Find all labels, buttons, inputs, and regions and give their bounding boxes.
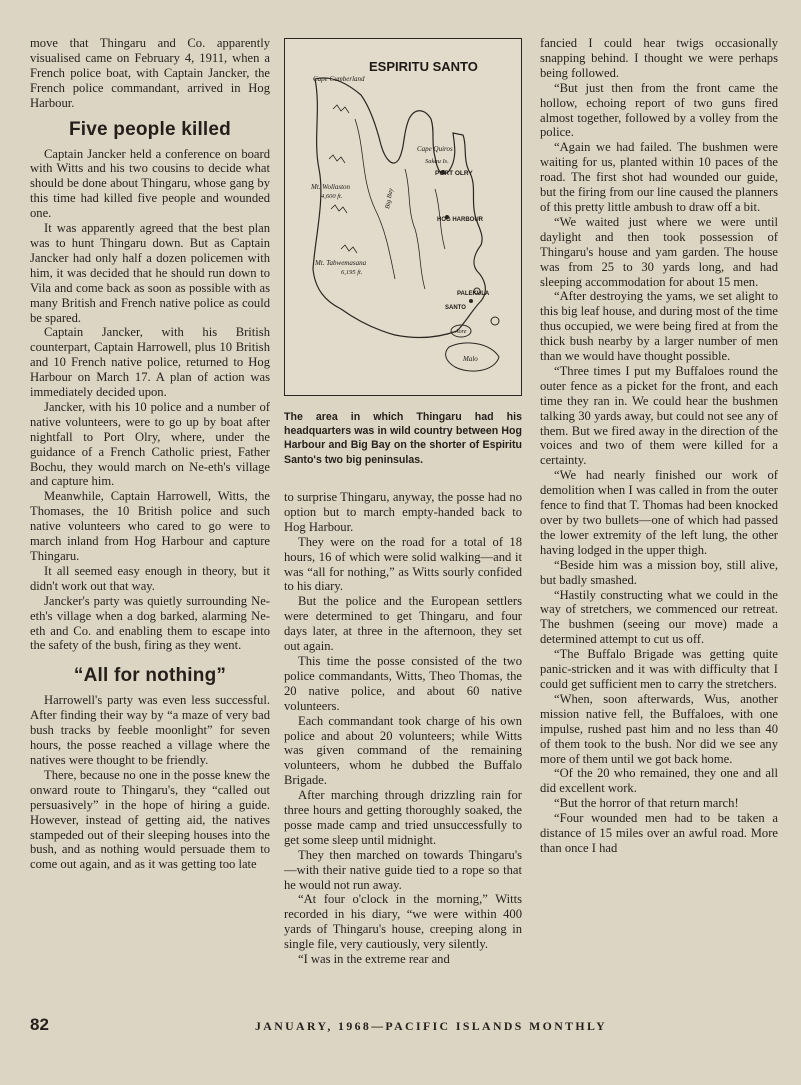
paragraph: Harrowell's party was even less successful. After finding their way by “a maze of very bad bush tracks by feeble moonlight” for seven hours, the posse reached a village where the natives were thought to be friendly.	[30, 693, 270, 767]
column-1-intro	[30, 36, 270, 111]
paragraph: It was apparently agreed that the best plan was to hunt Thingaru down. But as Captain Jancker had only half a dozen policemen with him, it was decided that he should run down to Vila and come back as soon as possible with as many British and French native police as could be spared.	[30, 221, 270, 325]
label-aore: Aore	[455, 329, 467, 335]
espiritu-santo-map	[284, 38, 522, 396]
island-outline	[313, 78, 485, 338]
paragraph: It all seemed easy enough in theory, but it didn't work out that way.	[30, 563, 270, 593]
section-heading-five-people-killed: Five people killed	[69, 118, 231, 140]
paragraph: “Again we had failed. The bushmen were waiting for us, planted within 10 paces of the road. The first shot had wounded our guide, but the firing from our line caused the planners of this pretty little ambush to draw off a bit.	[540, 140, 778, 214]
paragraph: “The Buffalo Brigade was getting quite panic-stricken and it was with difficulty that I could get sufficient men to carry the stretchers.	[540, 647, 778, 691]
paragraph: fancied I could hear twigs occasionally snapping behind. I thought we were perhaps being followed.	[540, 36, 778, 80]
paragraph: Captain Jancker held a conference on board with Witts and his two cousins to decide what should be done about Thingaru, whose gang by this time had killed five people and wounded one.	[30, 146, 270, 221]
paragraph: “But just then from the front came the hollow, echoing report of two guns fired almost together, followed by a volley from the police.	[540, 80, 778, 140]
label-cape-cumberland: Cape Cumberland	[313, 75, 365, 83]
label-mt-tabwemasana-height: 6,195 ft.	[341, 269, 363, 276]
section-heading-all-for-nothing: “All for nothing”	[73, 665, 227, 687]
label-malo: Malo	[463, 355, 478, 363]
paragraph: They then marched on towards Thingaru's—with their native guide tied to a rope so that he would not run away.	[284, 847, 522, 892]
map-title: ESPIRITU SANTO	[369, 59, 478, 74]
column-1-section-2	[30, 693, 270, 872]
label-santo: SANTO	[445, 305, 466, 311]
label-hog-harbour: HOG HARBOUR	[437, 217, 483, 223]
page-footer	[30, 1015, 780, 1037]
paragraph: “Hastily constructing what we could in the way of stretchers, we commenced our retreat. The bushmen (seeing our move) made a determined attempt to cut us off.	[540, 587, 778, 647]
small-islet	[491, 317, 499, 325]
paragraph: Meanwhile, Captain Harrowell, Witts, the Thomases, the 10 British police and such native volunteers who cared to go were to march inland from Hog Harbour and capture Thingaru.	[30, 489, 270, 563]
paragraph: move that Thingaru and Co. apparently visualised came on February 4, 1911, when a French police boat, with Captain Jancker, the French police commandant, arrived in Hog Harbour.	[30, 36, 270, 110]
paragraph: There, because no one in the posse knew the onward route to Thingaru's, they “called out persuasively” in the hope of hiring a guide. However, instead of getting aid, the natives stampeded out of their sleeping houses into the bush, and as nothing would persuade them to come out again, and as it was getting too late	[30, 767, 270, 872]
santo-marker	[469, 299, 473, 303]
paragraph: “We had nearly finished our work of demolition when I was called in from the outer fence to find that T. Thomas had been knocked over by two bullets—one of which had passed the lower extremity of the left lung, the other having lodged in the upper thigh.	[540, 468, 778, 557]
map-caption: The area in which Thingaru had his headquarters was in wild country between Hog Harbour and Big Bay on the shorter of Espiritu Santo's two big peninsulas.	[284, 411, 522, 466]
paragraph: “After destroying the yams, we set alight to this big leaf house, and during most of the time thus occupied, we were being fired at from the thick bush nearby by a larger number of men than we would have thought possible.	[540, 289, 778, 364]
label-sakau: Sakau Is.	[425, 158, 449, 165]
map-graphic	[285, 39, 521, 395]
column-1-section-1	[30, 147, 270, 654]
label-mt-tabwemasana: Mt. Tabwemasana	[315, 259, 367, 267]
paragraph: “At four o'clock in the morning,” Witts recorded in his diary, “we were within 400 yards of Thingaru's house, creeping along in single file, very cautiously, very silently.	[284, 892, 522, 952]
paragraph: “Beside him was a mission boy, still alive, but badly smashed.	[540, 557, 778, 587]
paragraph: “When, soon afterwards, Wus, another mission native fell, the Buffaloes, with one impulse, rushed past him and no less than 40 of them took to the bush. Nor did we see any more of them until we got back home.	[540, 691, 778, 766]
paragraph: “Of the 20 who remained, they one and all did excellent work.	[540, 766, 778, 796]
paragraph: “We waited just where we were until daylight and then took possession of Thingaru's house and yam garden. The house was from 25 to 30 yards long, and had sleeping accommodation for about 15 men.	[540, 214, 778, 289]
paragraph: to surprise Thingaru, anyway, the posse had no option but to march empty-handed back to Hog Harbour.	[284, 490, 522, 534]
paragraph: This time the posse consisted of the two police commandants, Witts, Theo Thomas, the 20 native police, and about 60 native volunteers.	[284, 653, 522, 713]
label-big-bay: Big Bay	[384, 187, 395, 210]
paragraph: “I was in the extreme rear and	[298, 952, 450, 967]
mountain-range	[329, 105, 357, 253]
paragraph: They were on the road for a total of 18 hours, 16 of which were solid walking—and it was “all for nothing,” as Witts sourly confided to his diary.	[284, 534, 522, 594]
paragraph: Each commandant took charge of his own police and about 20 volunteers; while Witts was given command of the remaining volunteers, whom he dubbed the Buffalo Brigade.	[284, 713, 522, 788]
paragraph: Jancker, with his 10 police and a number of native volunteers, were to go up by boat after nightfall to Port Olry, where, under the guidance of a French Catholic priest, Father Bochu, they would march on Ne-eth's village and capture him.	[30, 399, 270, 489]
paragraph: “But the horror of that return march!	[554, 796, 739, 811]
paragraph: “Four wounded men had to be taken a distance of 15 miles over an awful road. More than once I had	[540, 811, 778, 855]
paragraph: Captain Jancker, with his British counterpart, Captain Harrowell, plus 10 British and 10 French native police, returned to Hog Harbour on March 17. A plan of action was immediately decided upon.	[30, 325, 270, 400]
text-column-1	[30, 36, 270, 872]
river-2	[405, 169, 425, 289]
paragraph: “Three times I put my Buffaloes round the outer fence as a picket for the front, and each time they ran in. We could hear the bushmen talking 30 yards away, but could not see any of them. But we fired away in the direction of the voices and two of them were killed for a certainty.	[540, 363, 778, 468]
paragraph: But the police and the European settlers were determined to get Thingaru, and four days later, at three in the afternoon, they set out again.	[284, 594, 522, 654]
text-column-2	[284, 490, 522, 967]
label-port-olry: PORT OLRY	[435, 170, 473, 177]
label-mt-wollaston-height: 4,600 ft.	[321, 193, 343, 200]
paragraph: After marching through drizzling rain for three hours and getting thoroughly soaked, the posse made camp and tried unsuccessfully to get some sleep until midnight.	[284, 788, 522, 847]
label-mt-wollaston: Mt. Wollaston	[311, 183, 351, 191]
label-palekula: PALEKULA	[457, 291, 490, 297]
paragraph: Jancker's party was quietly surrounding Ne-eth's village when a dog barked, alarming Ne-eth and Co. and enabling them to escape into the safety of the bush, firing as they went.	[30, 593, 270, 653]
publication-line: JANUARY, 1968—PACIFIC ISLANDS MONTHLY	[255, 1019, 608, 1033]
text-column-3	[540, 36, 778, 856]
page-number: 82	[30, 1015, 49, 1034]
label-cape-quiros: Cape Quiros	[417, 145, 453, 153]
